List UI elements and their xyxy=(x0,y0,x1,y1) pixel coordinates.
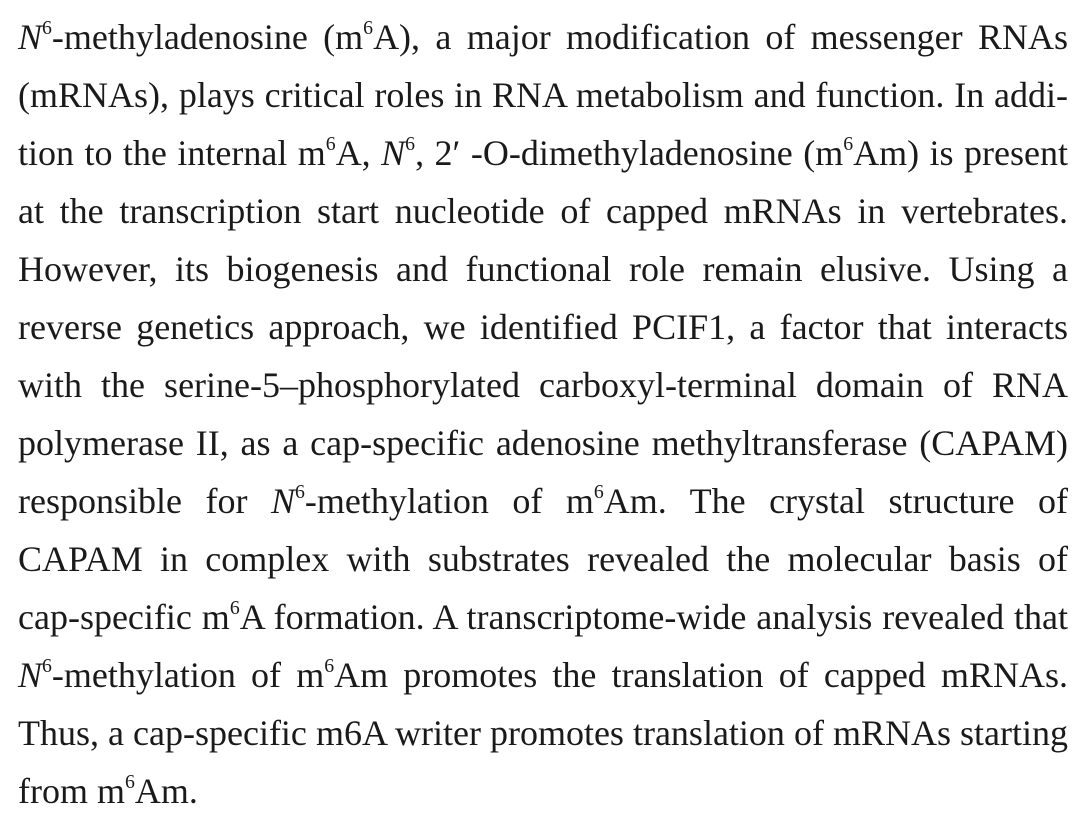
text-run: Am. The crystal structure of xyxy=(603,481,1068,521)
abstract-line-14 xyxy=(18,764,1068,822)
text-run: (mRNAs), plays critical roles in RNA metabolism and function. In addi- xyxy=(18,75,1068,115)
superscript-text: 6 xyxy=(593,481,604,504)
text-run: reverse genetics approach, we identified PCIF1, a factor that interacts xyxy=(18,307,1068,347)
abstract-line-2 xyxy=(18,68,1068,126)
text-run: Am) is present xyxy=(853,133,1068,173)
text-run: -methylation of m xyxy=(304,481,594,521)
italic-text: N xyxy=(270,481,295,521)
superscript-text: 6 xyxy=(324,655,335,678)
abstract-line-7 xyxy=(18,358,1068,416)
abstract-line-3 xyxy=(18,126,1068,184)
text-run: -methyladenosine (m xyxy=(51,17,364,57)
text-run: responsible for xyxy=(18,481,271,521)
text-run: cap-specific m xyxy=(18,597,230,637)
abstract-line-1 xyxy=(18,10,1068,68)
text-run: A), a major modification of messenger RNAs xyxy=(373,17,1068,57)
abstract-line-9 xyxy=(18,474,1068,532)
superscript-text: 6 xyxy=(42,655,52,678)
superscript-text: 6 xyxy=(325,133,336,156)
text-run: at the transcription start nucleotide of capped mRNAs in vertebrates. xyxy=(18,191,1068,231)
abstract-line-4 xyxy=(18,184,1068,242)
abstract-line-8 xyxy=(18,416,1068,474)
italic-text: N xyxy=(18,17,43,57)
abstract-paragraph xyxy=(18,10,1068,822)
text-run: tion to the internal m xyxy=(18,133,326,173)
abstract-line-12 xyxy=(18,648,1068,706)
text-run: -methylation of m xyxy=(51,655,325,695)
text-run: from m xyxy=(18,771,125,811)
abstract-line-11 xyxy=(18,590,1068,648)
text-run: Am. xyxy=(134,771,198,811)
italic-text: N xyxy=(381,133,406,173)
text-run: polymerase II, as a cap-specific adenosine methyltransferase (CAPAM) xyxy=(18,423,1068,463)
text-run: However, its biogenesis and functional role remain elusive. Using a xyxy=(18,249,1068,289)
superscript-text: 6 xyxy=(405,133,416,156)
text-run: Thus, a cap-specific m6A writer promotes translation of mRNAs starting xyxy=(18,713,1068,753)
abstract-line-6 xyxy=(18,300,1068,358)
text-run: CAPAM in complex with substrates revealed the molecular basis of xyxy=(18,539,1068,579)
superscript-text: 6 xyxy=(294,481,305,504)
italic-text: N xyxy=(18,655,43,695)
superscript-text: 6 xyxy=(42,17,52,40)
text-run: , 2′ -O-dimethyladenosine (m xyxy=(415,133,844,173)
superscript-text: 6 xyxy=(363,17,374,40)
abstract-line-5 xyxy=(18,242,1068,300)
superscript-text: 6 xyxy=(843,133,854,156)
text-run: A formation. A transcriptome-wide analysis revealed that xyxy=(239,597,1068,637)
superscript-text: 6 xyxy=(124,771,135,794)
abstract-line-13 xyxy=(18,706,1068,764)
text-run: with the serine-5–phosphorylated carboxyl-terminal domain of RNA xyxy=(18,365,1068,405)
abstract-line-10 xyxy=(18,532,1068,590)
text-run: A, xyxy=(335,133,382,173)
superscript-text: 6 xyxy=(229,597,240,620)
text-run: Am promotes the translation of capped mRNAs. xyxy=(334,655,1068,695)
